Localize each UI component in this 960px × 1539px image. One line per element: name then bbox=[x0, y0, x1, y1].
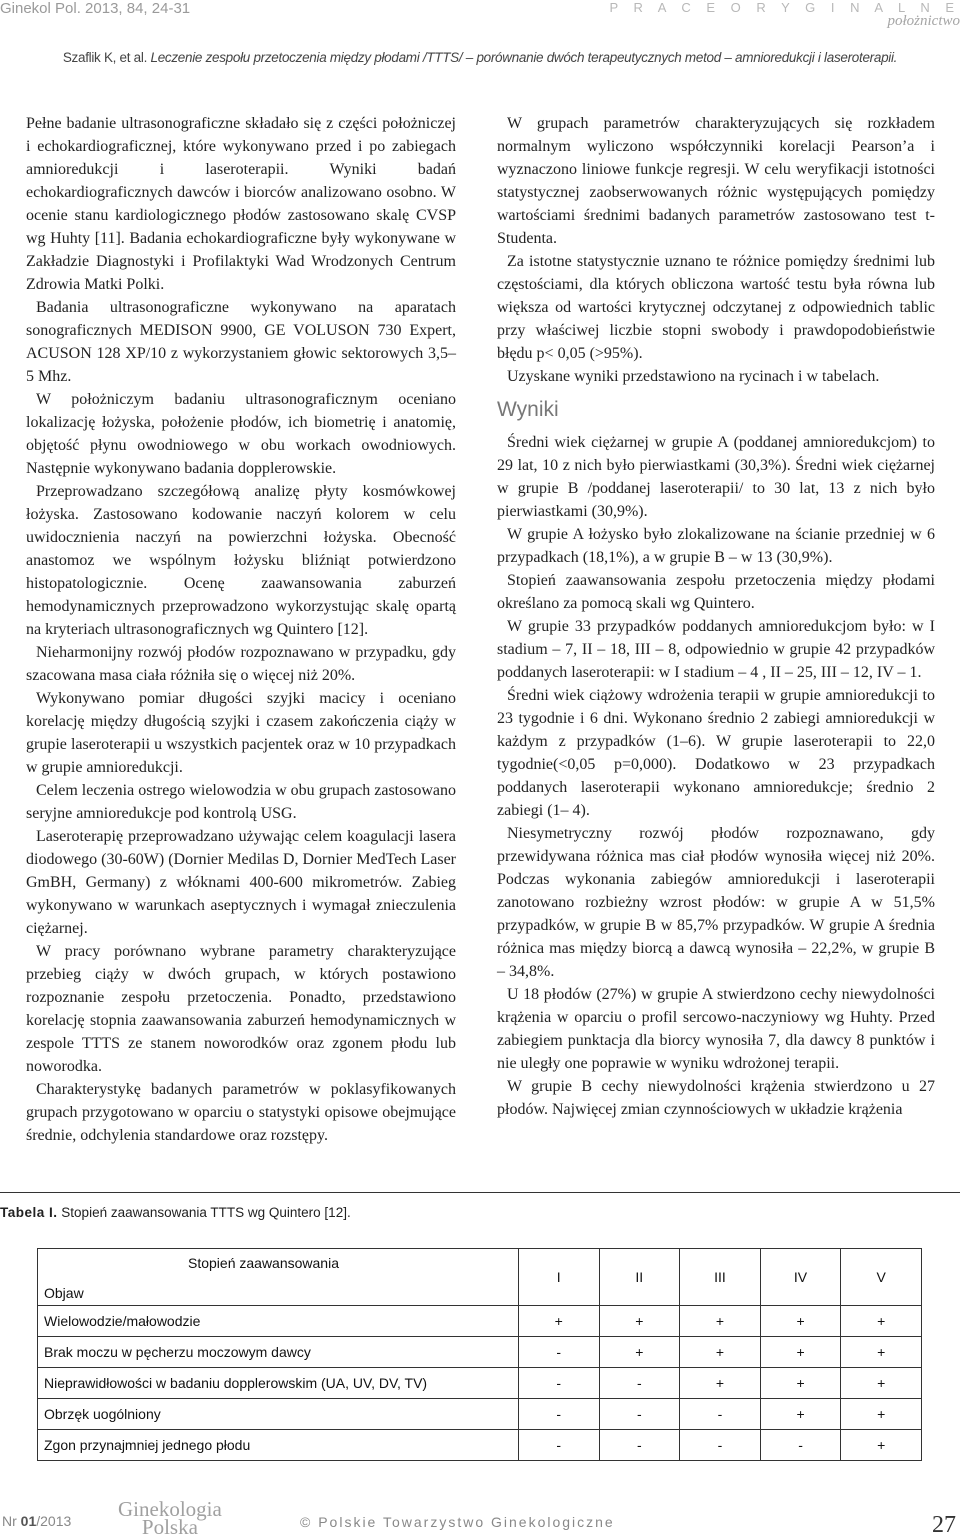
table-header-row bbox=[38, 1249, 922, 1306]
section-header bbox=[609, 0, 960, 30]
value-cell: + bbox=[760, 1368, 841, 1399]
section-label: P R A C E O R Y G I N A L N E bbox=[609, 0, 960, 15]
value-cell: - bbox=[599, 1368, 680, 1399]
stage-col-header: IV bbox=[760, 1249, 841, 1306]
paragraph: Niesymetryczny rozwój płodów rozpoznawano, gdy przewidywana różnica mas ciał płodów wynosiła więcej niż 20%. Podczas wykonania zabiegów amnioredukcji i laseroterapii zanotowano rozbieżny wzrost płodów: w grupie A w 51,5% przypadków, w grupie B w 85,7% przypadków. W grupie A średnia różnica mas między biorcą a dawcą wynosiła – 22,2%, w grupie B – 34,8%. bbox=[497, 825, 935, 980]
paragraph: Za istotne statystycznie uznano te różnice pomiędzy średnimi lub częstościami, dla których obliczona wartość testu była równa lub większa od wartości krytycznej odczytanej z odpowiednich tablic przy właściwej liczbie stopni swobody i prawdopodobieństwie błędu p< 0,05 (>95%). bbox=[497, 253, 935, 362]
journal-citation: Ginekol Pol. 2013, 84, 24-31 bbox=[0, 0, 191, 17]
stage-col-header: V bbox=[841, 1249, 922, 1306]
value-cell: - bbox=[518, 1430, 599, 1461]
value-cell: - bbox=[599, 1399, 680, 1430]
value-cell: - bbox=[599, 1430, 680, 1461]
logo-line-2: Polska bbox=[141, 1515, 198, 1539]
paragraph: Uzyskane wyniki przedstawiono na rycinach i w tabelach. bbox=[507, 368, 880, 385]
table-row bbox=[38, 1430, 922, 1461]
paragraph: W pracy porównano wybrane parametry charakteryzujące przebieg ciąży w dwóch grupach, w których postawiono rozpoznanie zespołu przetoczenia. Ponadto, przedstawiono korelację stopnia zaawansowania zaburzeń hemodynamicznych w zespole TTTS ze stanem noworodków oraz zgonem płodu lub noworodka. bbox=[26, 943, 456, 1075]
results-heading: Wyniki bbox=[497, 398, 559, 421]
paragraph: W grupie B cechy niewydolności krążenia stwierdzono u 27 płodów. Najwięcej zmian czynnościowych w układzie krążenia bbox=[497, 1078, 935, 1118]
value-cell: - bbox=[518, 1368, 599, 1399]
paragraph: Średni wiek ciężarnej w grupie A (poddanej amnioredukcjom) to 29 lat, 10 z nich było pierwiastkami (30,3%). Średni wiek ciężarnej w grupie B /poddanej laseroterapii/ to 30 lat, 13 z nich było pierwiastkami (30,9%). bbox=[497, 434, 935, 520]
value-cell: - bbox=[518, 1399, 599, 1430]
table-row bbox=[38, 1337, 922, 1368]
stage-col-header: I bbox=[518, 1249, 599, 1306]
issue-prefix: Nr bbox=[2, 1513, 21, 1529]
value-cell: + bbox=[680, 1306, 761, 1337]
symptom-cell: Wielowodzie/małowodzie bbox=[38, 1306, 519, 1337]
value-cell: + bbox=[841, 1306, 922, 1337]
paragraph: W grupie A łożysko było zlokalizowane na ścianie przedniej w 6 przypadkach (18,1%), a w grupie B – w 13 (30,9%). bbox=[497, 526, 935, 566]
value-cell: - bbox=[760, 1430, 841, 1461]
table-row bbox=[38, 1306, 922, 1337]
value-cell: + bbox=[599, 1337, 680, 1368]
issue-num: 01 bbox=[20, 1513, 37, 1529]
value-cell: - bbox=[518, 1337, 599, 1368]
symptom-cell: Nieprawidłowości w badaniu dopplerowskim (UA, UV, DV, TV) bbox=[38, 1368, 519, 1399]
value-cell: + bbox=[841, 1337, 922, 1368]
value-cell: - bbox=[680, 1399, 761, 1430]
issue-number bbox=[2, 1513, 71, 1529]
running-article-title: Leczenie zespołu przetoczenia między płodami /TTTS/ – porównanie dwóch terapeutycznych metod – amnioredukcji i laseroterapii. bbox=[150, 50, 898, 65]
value-cell: + bbox=[841, 1368, 922, 1399]
symptom-cell: Obrzęk uogólniony bbox=[38, 1399, 519, 1430]
symptom-cell: Brak moczu w pęcherzu moczowym dawcy bbox=[38, 1337, 519, 1368]
stage-col-header: II bbox=[599, 1249, 680, 1306]
running-title bbox=[0, 50, 960, 65]
table-divider bbox=[0, 1192, 960, 1193]
running-authors: Szaflik K, et al. bbox=[62, 50, 148, 65]
value-cell: + bbox=[841, 1399, 922, 1430]
paragraph: Laseroterapię przeprowadzano używając celem koagulacji lasera diodowego (30-60W) (Dornier Medilas D, Dornier MedTech Laser GmBH, Germany) z włóknami 400-600 mikrometrów. Zabieg wykonywano w warunkach aseptycznych i wymagał znieczulenia ciężarnej. bbox=[26, 828, 456, 937]
paragraph: Wykonywano pomiar długości szyjki macicy i oceniano korelację między długością szyjki i czasem zakończenia ciąży w grupie laseroterapii u wszystkich pacjentek oraz w 10 przypadkach w grupie amnioredukcji. bbox=[26, 690, 456, 776]
paragraph: Stopień zaawansowania zespołu przetoczenia między płodami określano za pomocą skali wg Quintero. bbox=[497, 572, 935, 612]
value-cell: + bbox=[841, 1430, 922, 1461]
subsection-label: położnictwo bbox=[887, 13, 960, 29]
value-cell: + bbox=[760, 1306, 841, 1337]
paragraph: W położniczym badaniu ultrasonograficznym oceniano lokalizację łożyska, położenie płodów, ich biometrię i anatomię, objętość płynu owodniowego w obu workach owodniowych. Następnie wykonywano badania dopplerowskie. bbox=[26, 391, 456, 477]
symptom-header: Objaw bbox=[44, 1285, 84, 1301]
left-column bbox=[26, 112, 456, 1147]
header-cell bbox=[38, 1249, 519, 1306]
paragraph: Celem leczenia ostrego wielowodzia w obu grupach zastosowano seryjne amnioredukcje pod kontrolą USG. bbox=[26, 782, 456, 822]
issue-year: /2013 bbox=[36, 1513, 72, 1529]
value-cell: + bbox=[760, 1399, 841, 1430]
value-cell: + bbox=[760, 1337, 841, 1368]
right-column bbox=[497, 112, 935, 1121]
table-row bbox=[38, 1368, 922, 1399]
paragraph: Pełne badanie ultrasonograficzne składało się z części położniczej i echokardiograficznej, które wykonywano przed i po zabiegach amnioredukcji i laseroterapii. Wyniki badań echokardiograficznych dawców i biorców analizowano osobno. W ocenie stanu kardiologicznego płodów zastosowano skalę CVSP wg Huhty [11]. Badania echokardiograficzne były wykonywane w Zakładzie Diagnostyki i Profilaktyki Wad Wrodzonych Centrum Zdrowia Matki Polki. bbox=[26, 115, 456, 293]
paragraph: Charakterystykę badanych parametrów w poklasyfikowanych grupach przygotowano w oparciu o statystyki opisowe obejmujące średnie, odchylenia standardowe oraz rozstępy. bbox=[26, 1081, 456, 1144]
value-cell: + bbox=[518, 1306, 599, 1337]
table-caption bbox=[0, 1205, 351, 1220]
stage-header: Stopień zaawansowania bbox=[188, 1255, 339, 1271]
table-row bbox=[38, 1399, 922, 1430]
paragraph: Przeprowadzano szczegółową analizę płyty kosmówkowej łożyska. Zastosowano kodowanie naczyń kolorem w celu uwidocznienia naczyń na powierzchni łożyska. Obecność anastomoz we wspólnym łożysku bliźniąt potwierdzono histopatologicznie. Ocenę zaawansowania zaburzeń hemodynamicznych przeprowadzono wykorzystując skalę opartą na kryteriach ultrasonograficznych wg Quintero [12]. bbox=[26, 483, 456, 638]
paragraph: W grupie 33 przypadków poddanych amnioredukcjom było: w I stadium – 7, II – 18, III – 8, odpowiednio w grupie 42 przypadków poddanych laseroterapii: w I stadium – 4 , II – 25, III – 12, IV – 1. bbox=[497, 618, 935, 681]
paragraph: Badania ultrasonograficzne wykonywano na aparatach sonograficznych MEDISON 9900, GE VOLUSON 730 Expert, ACUSON 128 XP/10 z wykorzystaniem głowic sektorowych 3,5–5 Mhz. bbox=[26, 299, 456, 385]
value-cell: + bbox=[680, 1337, 761, 1368]
table-caption-text: Stopień zaawansowania TTTS wg Quintero [12]. bbox=[61, 1205, 351, 1220]
value-cell: + bbox=[680, 1368, 761, 1399]
logo-line-1: Ginekologia bbox=[118, 1497, 222, 1521]
value-cell: + bbox=[599, 1306, 680, 1337]
table-label: Tabela I. bbox=[0, 1205, 58, 1220]
copyright-notice: © Polskie Towarzystwo Ginekologiczne bbox=[300, 1514, 615, 1530]
paragraph: Nieharmonijny rozwój płodów rozpoznawano w przypadku, gdy szacowana masa ciała różniła się o więcej niż 20%. bbox=[26, 644, 456, 684]
value-cell: - bbox=[680, 1430, 761, 1461]
stage-col-header: III bbox=[680, 1249, 761, 1306]
paragraph: U 18 płodów (27%) w grupie A stwierdzono cechy niewydolności krążenia w oparciu o profil sercowo-naczyniowy wg Huhty. Przed zabiegiem punktacja dla biorcy wynosiła 7, dla dawcy 8 punktów i nie uległy one poprawie w wyniku wdrożonej terapii. bbox=[497, 986, 935, 1072]
symptom-cell: Zgon przynajmniej jednego płodu bbox=[38, 1430, 519, 1461]
journal-logo bbox=[118, 1497, 222, 1539]
page-number: 27 bbox=[932, 1512, 956, 1538]
quintero-table bbox=[37, 1248, 922, 1461]
paragraph: W grupach parametrów charakteryzujących się rozkładem normalnym wyliczono współczynniki korelacji Pearson’a i wyznaczono liniowe funkcje regresji. W celu weryfikacji istotności statystycznej zaobserwowanych różnic występujących pomiędzy wartościami średnimi badanych parametrów zastosowano test t-Studenta. bbox=[497, 115, 935, 247]
paragraph: Średni wiek ciążowy wdrożenia terapii w grupie amnioredukcji to 23 tygodnie i 6 dni. Wykonano średnio 2 zabiegi amnioredukcji w każdym z przypadków (1–6). W grupie laseroterapii to 22,0 tygodnie(<0,05 p=0,000). Dodatkowo w 23 przypadkach poddanych laseroterapii wykonano amnioredukcje; średnio 2 zabiegi (1– 4). bbox=[497, 687, 935, 819]
